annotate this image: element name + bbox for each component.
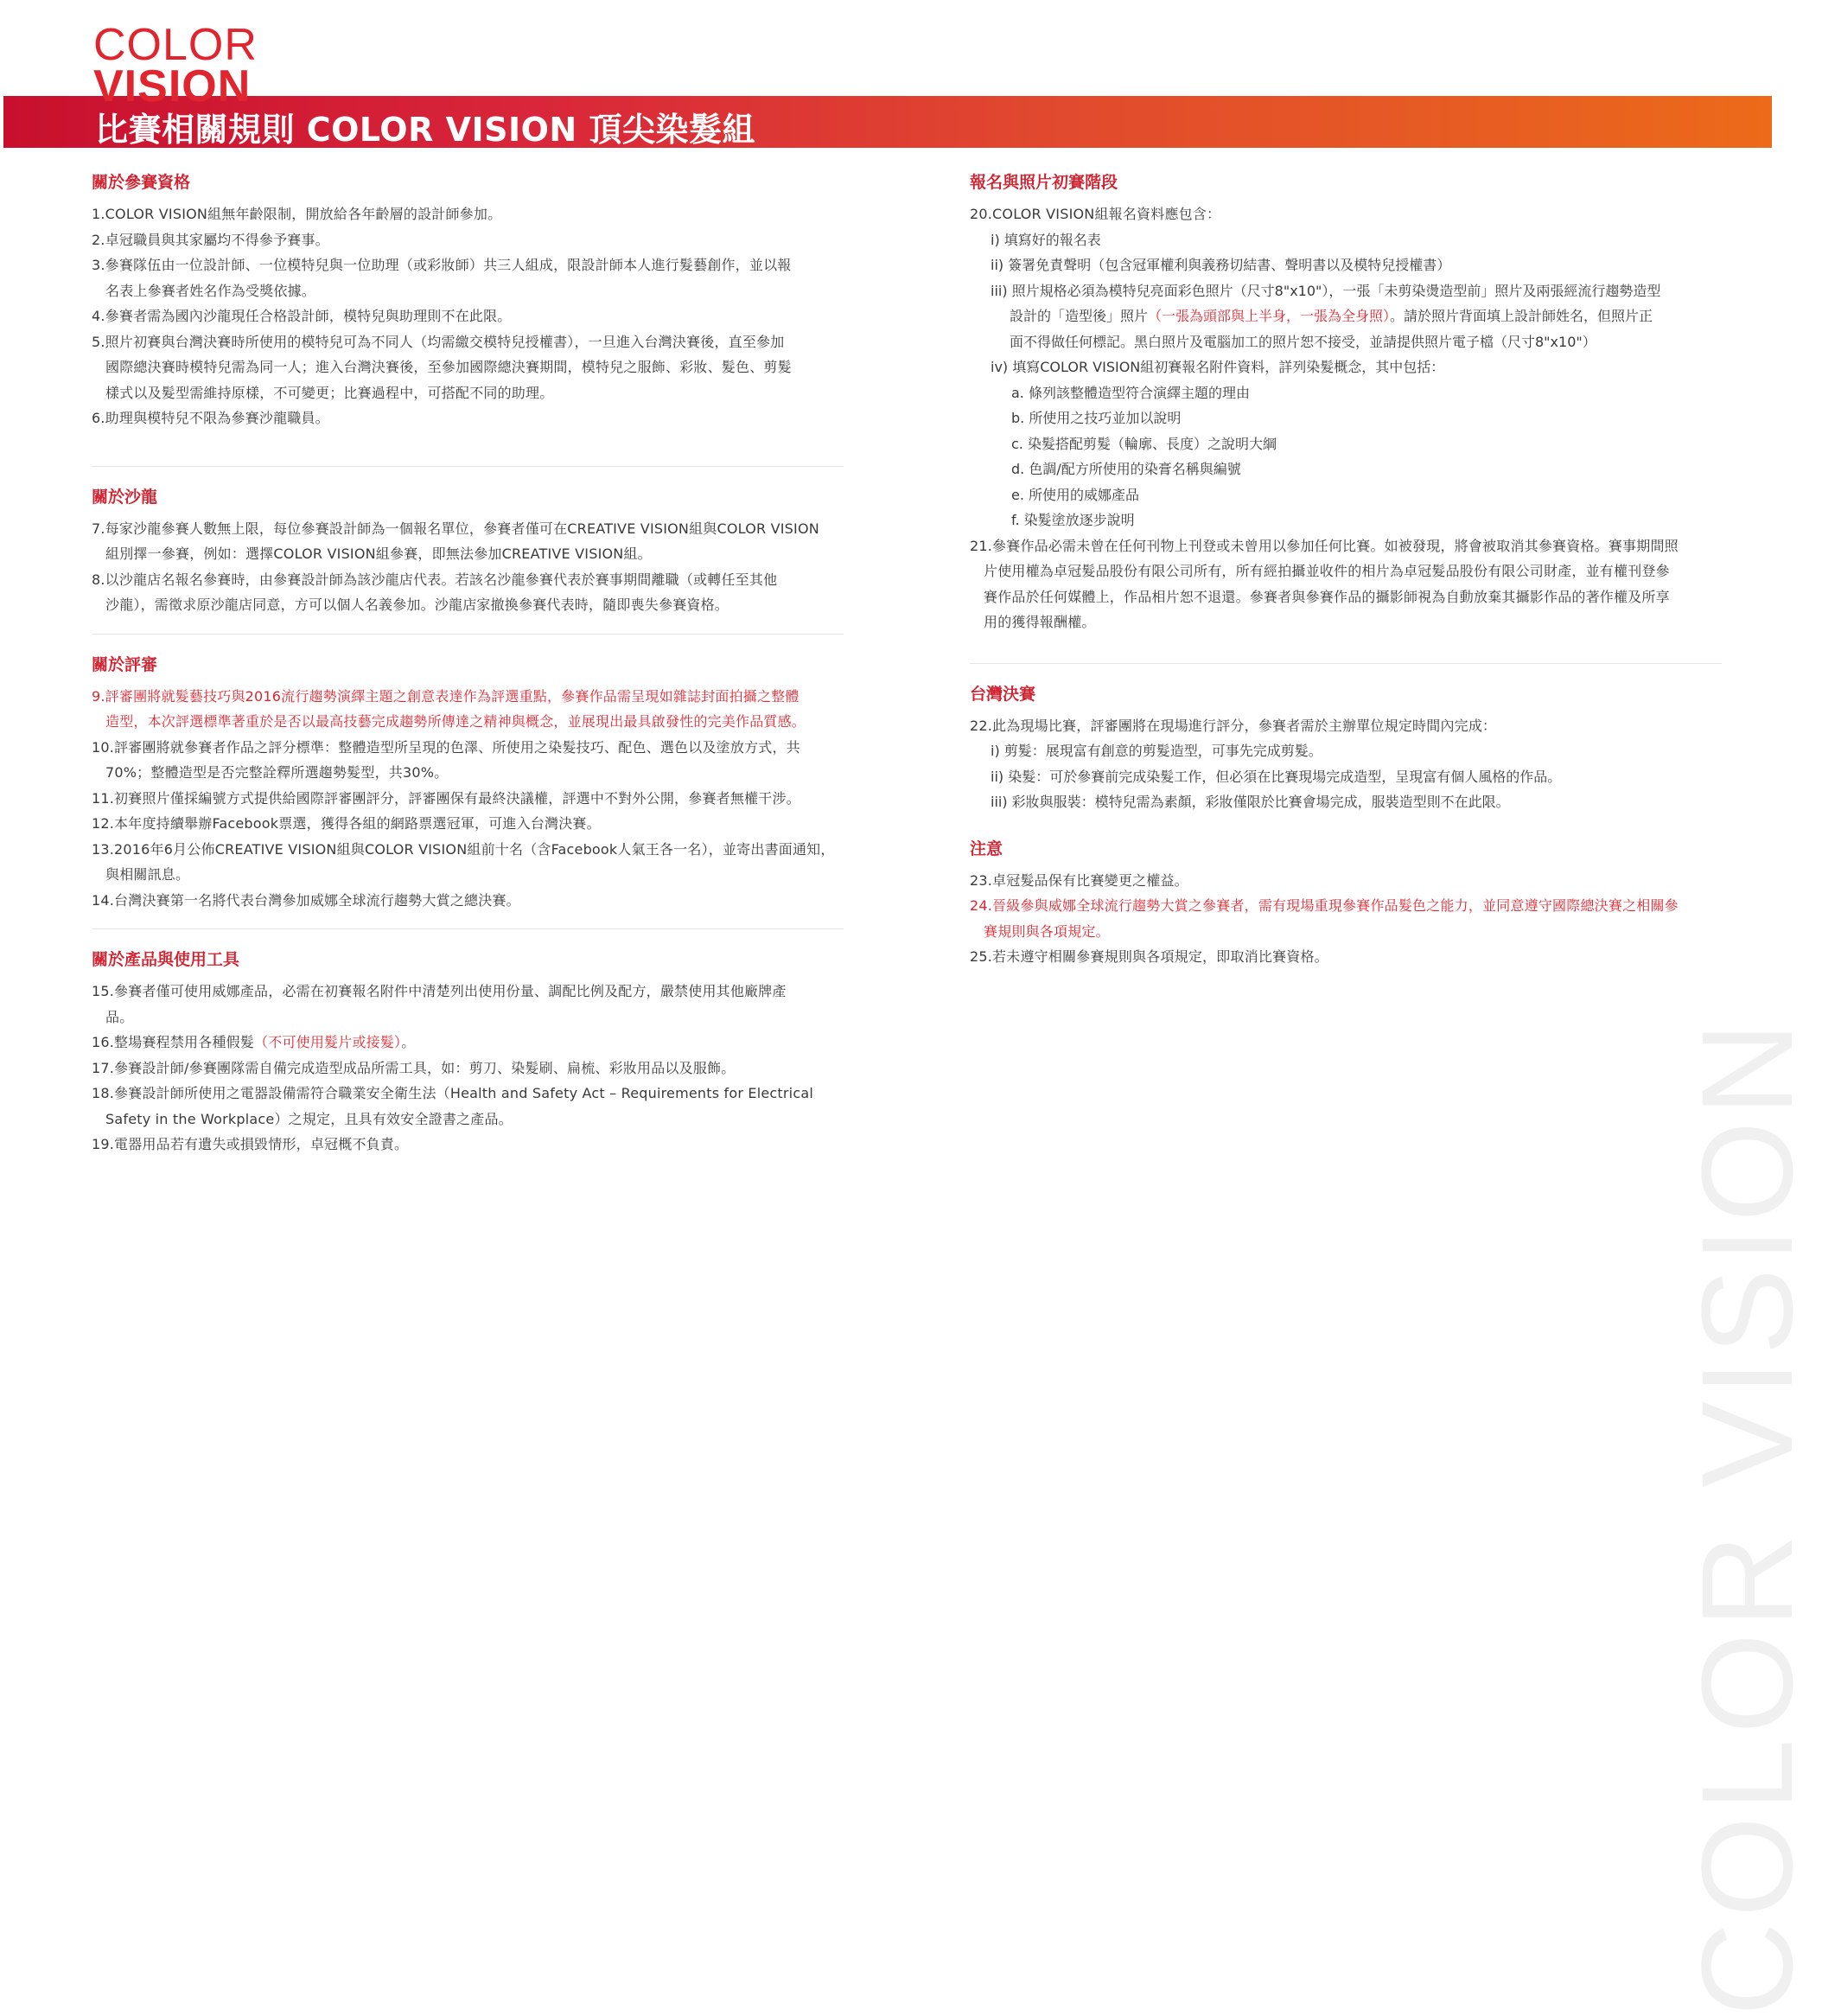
rule-item: 2.卓冠職員與其家屬均不得參予賽事。	[92, 231, 329, 248]
rule-item	[92, 979, 844, 1030]
rule-line: 沙龍），需徵求原沙龍店同意，方可以個人名義參加。沙龍店家撤換參賽代表時，隨即喪失參賽資格。	[105, 597, 729, 613]
sub-sub-item: d. 色調/配方所使用的染膏名稱與編號	[1011, 461, 1241, 477]
rule-item: 1.COLOR VISION組無年齡限制，開放給各年齡層的設計師參加。	[92, 206, 502, 222]
section-salon	[92, 466, 844, 634]
logo-word-color: COLOR	[93, 20, 258, 70]
section-registration	[970, 169, 1722, 663]
rule-item	[92, 837, 844, 888]
rule-highlight-text: （不可使用髮片或接髮）	[254, 1034, 402, 1050]
rule-item: 22.此為現場比賽，評審團將在現場進行評分，參賽者需於主辦單位規定時間內完成：	[970, 717, 1497, 734]
rule-line: 與相關訊息。	[105, 866, 190, 883]
rule-line: 賽規則與各項規定。	[984, 922, 1110, 940]
section-title: 關於參賽資格	[92, 173, 191, 192]
sub-item: ii) 染髮：可於參賽前完成染髮工作，但必須在比賽現場完成造型，呈現富有個人風格的作品。	[991, 768, 1562, 785]
rule-item: 11.初賽照片僅採編號方式提供給國際評審團評分，評審團保有最終決議權，評選中不對外公開，參賽者無權干涉。	[92, 789, 800, 807]
rule-item	[92, 1081, 844, 1132]
rule-item: 23.卓冠髮品保有比賽變更之權益。	[970, 871, 1188, 889]
rule-line: 片使用權為卓冠髮品股份有限公司所有，所有經拍攝並收件的相片為卓冠髮品股份有限公司財產，並有權刊登參	[984, 563, 1670, 579]
sub-item: iv) 填寫COLOR VISION組初賽報名附件資料，詳列染髮概念，其中包括：	[991, 359, 1445, 375]
sub-sub-item: e. 所使用的威娜產品	[1011, 486, 1140, 503]
rule-item: 19.電器用品若有遺失或損毀情形，卓冠概不負責。	[92, 1136, 409, 1152]
sub-line	[991, 303, 1722, 329]
title-banner	[3, 96, 1772, 148]
section-products	[92, 928, 844, 1173]
rule-item: 4.參賽者需為國內沙龍現任合格設計師，模特兒與助理則不在此限。	[92, 308, 512, 324]
rule-line: 8.以沙龍店名報名參賽時，由參賽設計師為該沙龍店代表。若該名沙龍參賽代表於賽事期間離職（或轉任至其他	[92, 571, 778, 588]
logo-word-vision: VISION	[93, 61, 252, 112]
rule-line: 13.2016年6月公佈CREATIVE VISION組與COLOR VISION組前十名（含Facebook人氣王各一名），並寄出書面通知，	[92, 840, 835, 858]
rule-item: 17.參賽設計師/參賽團隊需自備完成造型成品所需工具，如：剪刀、染髮刷、扁梳、彩妝用品以及服飾。	[92, 1059, 736, 1076]
sub-highlight-text: （一張為頭部與上半身，一張為全身照）	[1148, 308, 1391, 324]
sub-text: 。請於照片背面填上設計師姓名，但照片正	[1390, 308, 1653, 324]
rule-item-highlight	[970, 893, 1722, 944]
rule-item	[92, 329, 844, 406]
section-title: 報名與照片初賽階段	[970, 173, 1118, 192]
rule-item: 12.本年度持續舉辦Facebook票選，獲得各組的網路票選冠軍，可進入台灣決賽。	[92, 815, 601, 832]
sub-item: iii) 彩妝與服裝：模特兒需為素顏，彩妝僅限於比賽會場完成，服裝造型則不在此限。	[991, 794, 1510, 810]
sub-line: 面不得做任何標記。黑白照片及電腦加工的照片恕不接受，並請提供照片電子檔（尺寸8"x10"）	[1010, 333, 1596, 350]
rule-line: 9.評審團將就髮藝技巧與2016流行趨勢演繹主題之創意表達作為評選重點，參賽作品需呈現如雜誌封面拍攝之整體	[92, 687, 800, 705]
rule-line: 用的獲得報酬權。	[984, 614, 1096, 630]
right-column	[970, 169, 1722, 970]
page-title: 比賽相關規則 COLOR VISION 頂尖染髮組	[95, 111, 755, 149]
rule-line: 5.照片初賽與台灣決賽時所使用的模特兒可為不同人（均需繳交模特兒授權書），一旦進入台灣決賽後，直至參加	[92, 333, 785, 350]
rule-line: 樣式以及髮型需維持原樣，不可變更；比賽過程中，可搭配不同的助理。	[105, 384, 554, 401]
rule-item	[92, 1030, 844, 1056]
section-eligibility	[92, 169, 844, 466]
section-title: 關於評審	[92, 654, 158, 674]
rule-item: 25.若未遵守相關參賽規則與各項規定，即取消比賽資格。	[970, 948, 1328, 965]
rule-item: 14.台灣決賽第一名將代表台灣參加威娜全球流行趨勢大賞之總決賽。	[92, 891, 520, 909]
rule-line: 名表上參賽者姓名作為受獎依據。	[105, 282, 316, 299]
sub-sub-item: b. 所使用之技巧並加以說明	[1011, 410, 1182, 426]
sub-text: 設計的「造型後」照片	[1010, 308, 1149, 324]
rule-line: 造型，本次評選標準著重於是否以最高技藝完成趨勢所傳達之精神與概念，並展現出最具啟發性的完美作品質感。	[105, 713, 806, 730]
rule-item	[92, 516, 844, 567]
rule-line: 70%；整體造型是否完整詮釋所選趨勢髮型，共30%。	[105, 764, 449, 781]
sub-item: i) 剪髮：展現富有創意的剪髮造型，可事先完成剪髮。	[991, 743, 1322, 759]
rule-line: 品。	[105, 1008, 134, 1025]
section-title: 台灣決賽	[970, 684, 1036, 704]
section-title: 注意	[970, 839, 1003, 858]
rule-line: 7.每家沙龍參賽人數無上限，每位參賽設計師為一個報名單位，參賽者僅可在CREATIVE VISION組與COLOR VISION	[92, 520, 819, 537]
rule-item	[92, 567, 844, 618]
section-taiwan-finals	[970, 663, 1722, 836]
sub-line: iii) 照片規格必須為模特兒亮面彩色照片（尺寸8"x10"），一張「未剪染燙造型前」照片及兩張經流行趨勢造型	[991, 282, 1661, 299]
sub-sub-item: f. 染髮塗放逐步說明	[1011, 512, 1135, 528]
rule-item	[970, 533, 1722, 648]
rule-line: 10.評審團將就參賽者作品之評分標準：整體造型所呈現的色澤、所使用之染髮技巧、配色、選色以及塗放方式，共	[92, 738, 800, 756]
section-title: 關於沙龍	[92, 487, 158, 507]
section-judging	[92, 634, 844, 929]
sub-item: ii) 簽署免責聲明（包含冠軍權利與義務切結書、聲明書以及模特兒授權書）	[991, 257, 1451, 273]
sub-item	[970, 278, 1722, 355]
rule-item	[92, 735, 844, 786]
rule-text: 16.整場賽程禁用各種假髮	[92, 1034, 255, 1050]
rule-item	[92, 252, 844, 303]
rule-line: 國際總決賽時模特兒需為同一人；進入台灣決賽後，至參加國際總決賽期間，模特兒之服飾、彩妝、髮色、剪髮	[105, 359, 792, 375]
color-vision-watermark: COLOR VISION	[1674, 1017, 1819, 2016]
rule-item-highlight	[92, 684, 844, 735]
rule-line: 15.參賽者僅可使用威娜產品，必需在初賽報名附件中清楚列出使用份量、調配比例及配方，嚴禁使用其他廠牌產	[92, 983, 787, 999]
rule-line: Safety in the Workplace）之規定，且具有效安全證書之產品。	[105, 1110, 513, 1127]
rule-line: 21.參賽作品必需未曾在任何刊物上刊登或未曾用以參加任何比賽。如被發現，將會被取消其參賽資格。賽事期間照	[970, 537, 1679, 554]
sub-sub-item: c. 染髮搭配剪髮（輪廓、長度）之說明大綱	[1011, 435, 1277, 452]
rule-line: 3.參賽隊伍由一位設計師、一位模特兒與一位助理（或彩妝師）共三人組成，限設計師本人進行髮藝創作，並以報	[92, 257, 792, 273]
rule-item: 6.助理與模特兒不限為參賽沙龍職員。	[92, 410, 329, 426]
rule-line: 組別擇一參賽，例如：選擇COLOR VISION組參賽，即無法參加CREATIVE VISION組。	[105, 545, 652, 562]
left-column	[92, 169, 844, 1173]
rule-line: 賽作品於任何媒體上，作品相片恕不退還。參賽者與參賽作品的攝影師視為自動放棄其攝影作品的著作權及所享	[984, 588, 1670, 605]
section-notes	[970, 836, 1722, 970]
rule-line: 24.晉級參與威娜全球流行趨勢大賞之參賽者，需有現場重現參賽作品髮色之能力，並同意遵守國際總決賽之相關參	[970, 897, 1679, 914]
rule-text: 。	[401, 1034, 416, 1050]
sub-sub-item: a. 條列該整體造型符合演繹主題的理由	[1011, 384, 1250, 401]
rule-item: 20.COLOR VISION組報名資料應包含：	[970, 206, 1221, 222]
sub-item: i) 填寫好的報名表	[991, 231, 1101, 248]
rule-line: 18.參賽設計師所使用之電器設備需符合職業安全衛生法（Health and Safety Act – Requirements for Electrical	[92, 1085, 813, 1101]
section-title: 關於產品與使用工具	[92, 950, 240, 969]
color-vision-logo	[93, 20, 258, 112]
